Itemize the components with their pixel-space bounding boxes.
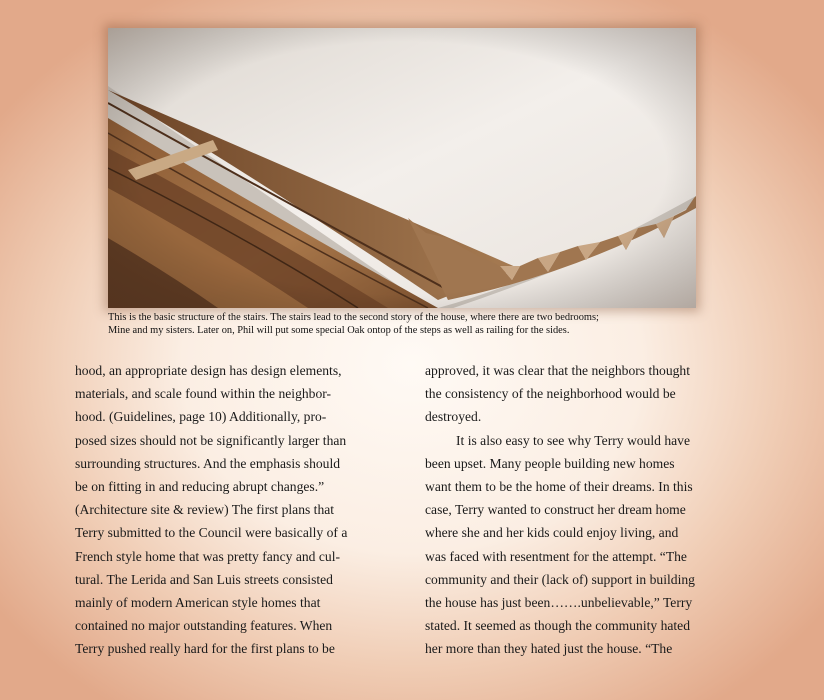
text-line: be on fitting in and reducing abrupt changes.” [75,479,325,495]
text-line: her more than they hated just the house. “The [425,641,673,657]
text-line: Terry pushed really hard for the first plans to be [75,641,335,657]
text-line: surrounding structures. And the emphasis should [75,455,341,471]
text-line: want them to be the home of their dreams. In this [425,479,693,495]
text-line: hood. (Guidelines, page 10) Additionally, pro- [75,409,327,425]
caption-line: This is the basic structure of the stairs. The stairs lead to the second story of the house, where there are two bedrooms; [108,312,599,323]
text-line: case, Terry wanted to construct her dream home [425,502,686,518]
caption-line: Mine and my sisters. Later on, Phil will put some special Oak ontop of the steps as well as railing for the sides. [108,325,570,336]
text-line: (Architecture site & review) The first plans that [75,502,335,518]
right-text-column [425,359,755,661]
text-line: was faced with resentment for the attempt. “The [425,548,687,564]
text-line: tural. The Lerida and San Luis streets consisted [75,571,333,587]
text-line: the house has just been…….unbelievable,” Terry [425,595,693,611]
text-line: hood, an appropriate design has design elements, [75,363,342,378]
left-text-column [75,359,405,661]
text-line: mainly of modern American style homes that [75,595,321,611]
text-line: where she and her kids could enjoy living, and [425,525,679,541]
text-line: destroyed. [425,409,482,425]
paragraph-start-line: It is also easy to see why Terry would have [456,432,690,448]
text-line: community and their (lack of) support in building [425,571,695,587]
text-line: stated. It seemed as though the community hated [425,618,691,634]
text-line: been upset. Many people building new homes [425,455,675,471]
text-line: Terry submitted to the Council were basically of a [75,525,348,541]
text-line: the consistency of the neighborhood would be [425,386,676,402]
text-line: French style home that was pretty fancy and cul- [75,548,340,564]
text-line: approved, it was clear that the neighbors thought [425,363,691,378]
text-line: materials, and scale found within the neighbor- [75,386,332,402]
photo-caption [108,311,708,337]
text-line: posed sizes should not be significantly larger than [75,432,347,448]
text-line: contained no major outstanding features. When [75,618,333,634]
stairs-photo [108,28,696,308]
